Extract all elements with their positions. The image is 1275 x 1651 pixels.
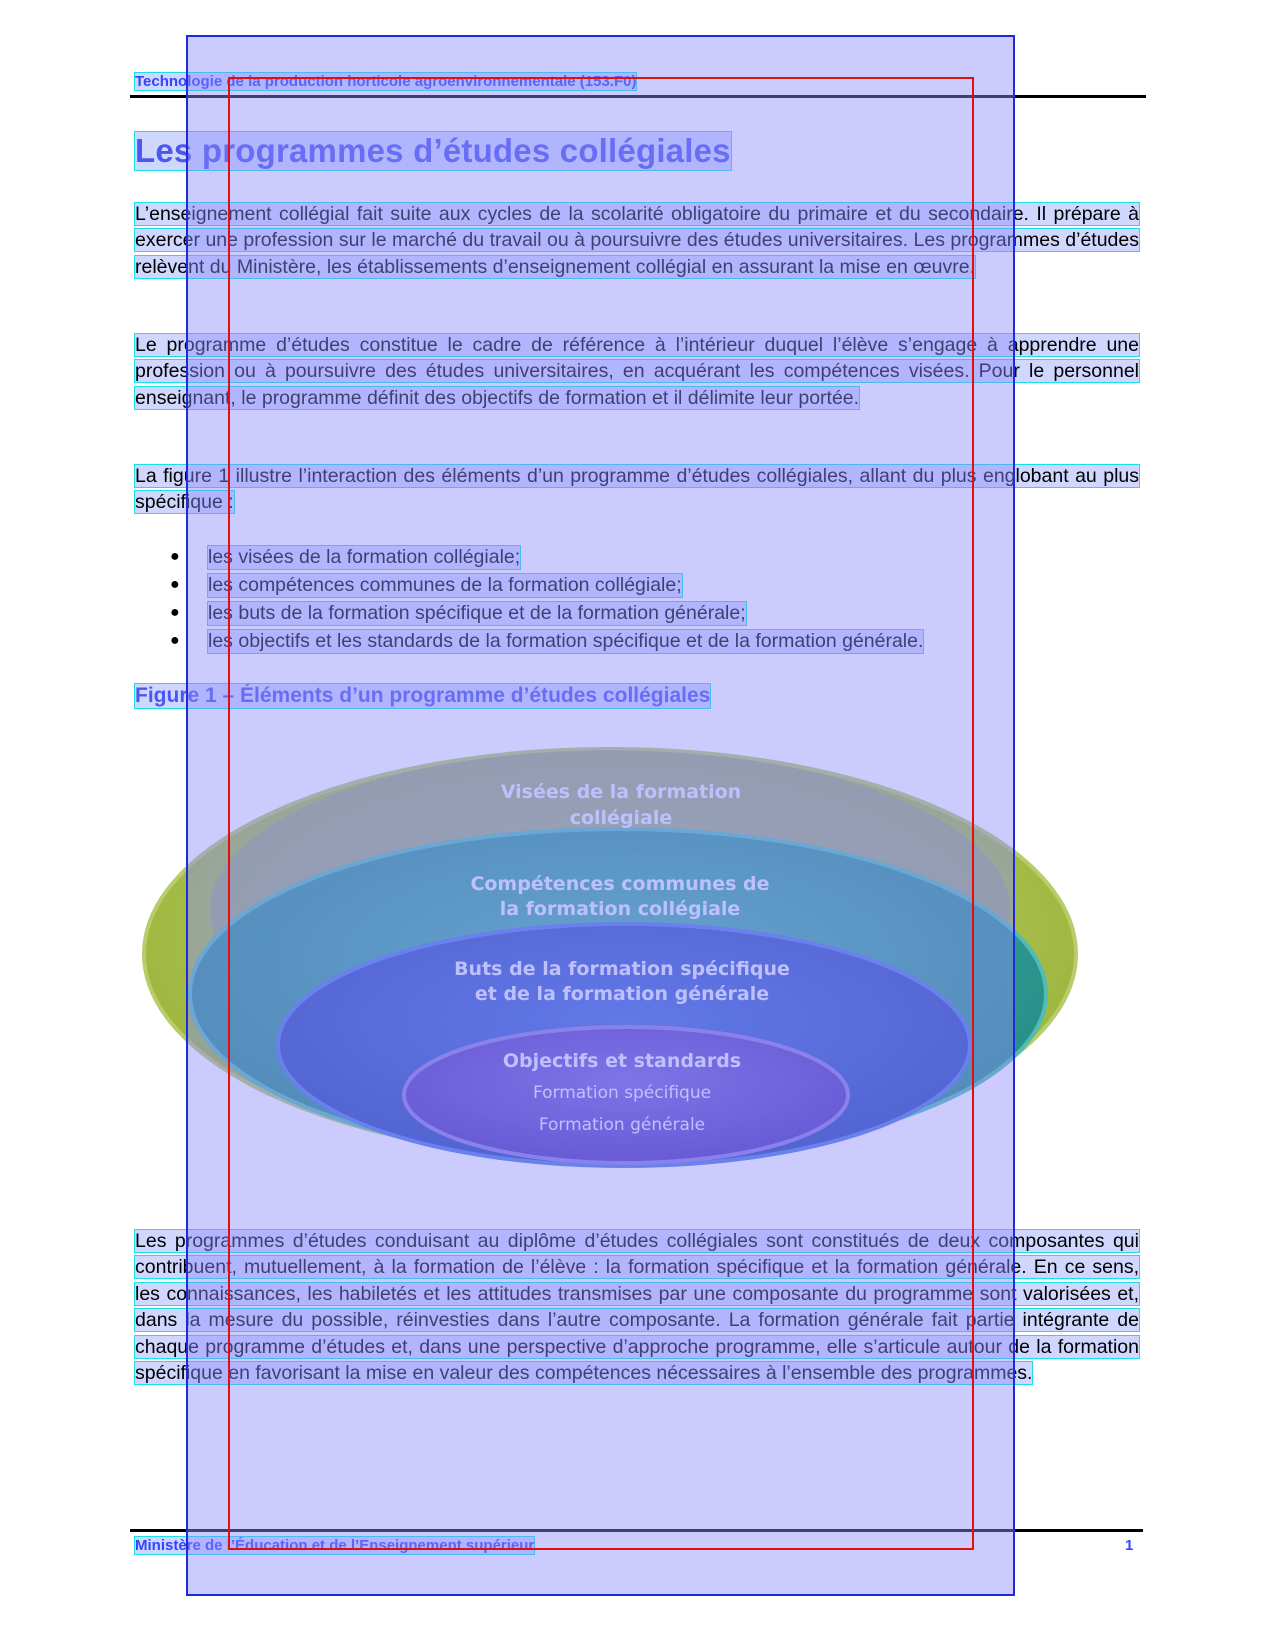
visees-line2: collégiale — [569, 807, 673, 829]
paragraph-2-text: Le programme d’études constitue le cadre de référence à l’intérieur duquel l’élève s’engage à apprendre une profession ou à poursuivre des études universitaires, en acquérant les compétences visées. Pour le personnel enseignant, le programme définit des objectifs de formation et il délimite leur portée. — [135, 334, 1139, 409]
list-item-text: les buts de la formation spécifique et de la formation générale; — [208, 601, 746, 624]
paragraph-3-text: La figure 1 illustre l’interaction des éléments d’un programme d’études collégiales, allant du plus englobant au plus spécifique : — [135, 465, 1139, 514]
paragraph-4-text: Les programmes d’études conduisant au diplôme d’études collégiales sont constitués de deux composantes qui contribuent, mutuellement, à la formation de l’élève : la formation spécifique et la formation générale. En ce sens, les connaissances, les habiletés et les attitudes transmises par une composante du programme sont valorisées et, dans la mesure du possible, réinvesties dans l’autre composante. La formation générale fait partie intégrante de chaque programme d’études et, dans une perspective d’approche programme, elle s’articule autour de la formation spécifique en favorisant la mise en valeur des compétences nécessaires à l’ensemble des programmes. — [135, 1230, 1139, 1385]
objectifs-line1: Objectifs et standards — [502, 1050, 742, 1072]
selection-overlay-red — [228, 77, 974, 1550]
objectifs-line3: Formation générale — [538, 1115, 706, 1135]
paragraph-1-text: L’enseignement collégial fait suite aux cycles de la scolarité obligatoire du primaire et du secondaire. Il prépare à exercer une profession sur le marché du travail ou à poursuivre des études universitaires. Les programmes d’études relèvent du Ministère, les établissements d’enseignement collégial en assurant la mise en œuvre. — [135, 203, 1139, 278]
bullet-icon: ● — [170, 548, 180, 565]
buts-line1: Buts de la formation spécifique — [454, 958, 790, 980]
competences-line2: la formation collégiale — [499, 898, 741, 920]
page-title: Les programmes d’études collégiales — [135, 132, 731, 169]
running-header: Technologie de la production horticole agroenvironnementale (153.F0) — [135, 73, 637, 90]
competences-line1: Compétences communes de — [470, 873, 770, 895]
visees-line1: Visées de la formation — [500, 781, 742, 803]
footer-ministry: Ministère de l’Éducation et de l’Enseignement supérieur — [135, 1537, 535, 1554]
figure-caption: Figure 1 – Éléments d’un programme d’études collégiales — [135, 684, 711, 707]
bullet-icon: ● — [170, 576, 180, 593]
buts-line2: et de la formation générale — [474, 983, 770, 1005]
list-item-text: les objectifs et les standards de la formation spécifique et de la formation générale. — [208, 629, 924, 652]
list-item-text: les visées de la formation collégiale; — [208, 545, 521, 568]
bullet-icon: ● — [170, 604, 180, 621]
list-item-text: les compétences communes de la formation collégiale; — [208, 573, 682, 596]
page-number: 1 — [1125, 1537, 1134, 1554]
bullet-icon: ● — [170, 632, 180, 649]
objectifs-line2: Formation spécifique — [532, 1083, 712, 1103]
